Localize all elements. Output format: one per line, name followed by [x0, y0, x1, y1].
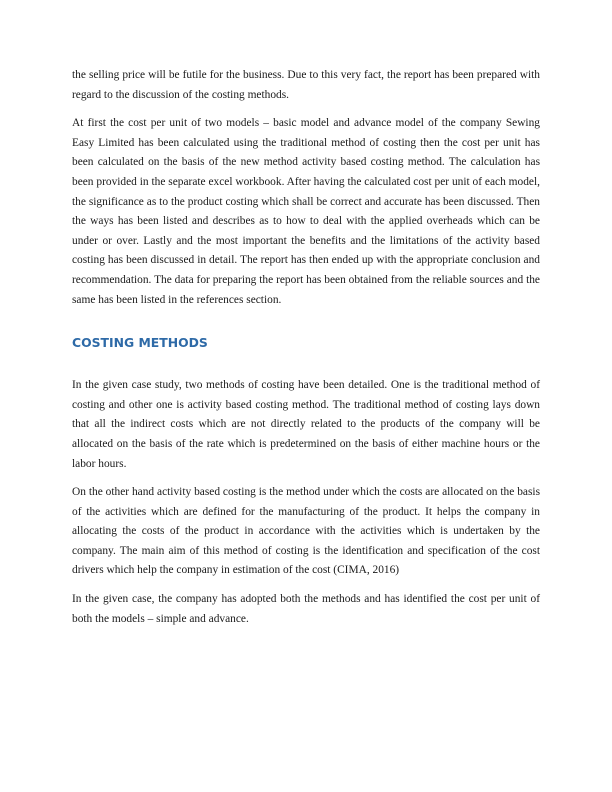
paragraph-costing-3: In the given case, the company has adopted both the methods and has identified the cost per unit of both the models – simple and advance. [72, 593, 540, 625]
paragraph-intro-2: At first the cost per unit of two models – basic model and advance model of the company Sewing Easy Limited has been calculated using the traditional method of costing then the cost per unit has been calculated on the basis of the new method activity based costing method. The calculation has been provided in the separate excel workbook. After having the calculated cost per unit of each model, the significance as to the product costing which shall be correct and accurate has been discussed. Then the ways has been listed and describes as to how to deal with the applied overheads which can be under or over. Lastly and the most important the benefits and the limitations of the activity based costing has been discussed in detail. The report has then ended up with the appropriate conclusion and recommendation. The data for preparing the report has been obtained from the reliable sources and the same has been listed in the references section. [72, 117, 540, 306]
document-page [72, 66, 540, 638]
section-heading-costing-methods: COSTING METHODS [72, 335, 208, 351]
paragraph-costing-2: On the other hand activity based costing is the method under which the costs are allocated on the basis of the activities which are defined for the manufacturing of the product. It helps the company in allocating the costs of the product in accordance with the activities which is undertaken by the company. The main aim of this method of costing is the identification and specification of the cost drivers which help the company in estimation of the cost (CIMA, 2016) [72, 486, 540, 577]
paragraph-intro-1: the selling price will be futile for the business. Due to this very fact, the report has been prepared with regard to the discussion of the costing methods. [72, 69, 540, 101]
paragraph-costing-1: In the given case study, two methods of costing have been detailed. One is the traditional method of costing and other one is activity based costing method. The traditional method of costing lays down that all the indirect costs which are not directly related to the products of the company will be allocated on the basis of the rate which is predetermined on the basis of either machine hours or the labor hours. [72, 379, 540, 470]
